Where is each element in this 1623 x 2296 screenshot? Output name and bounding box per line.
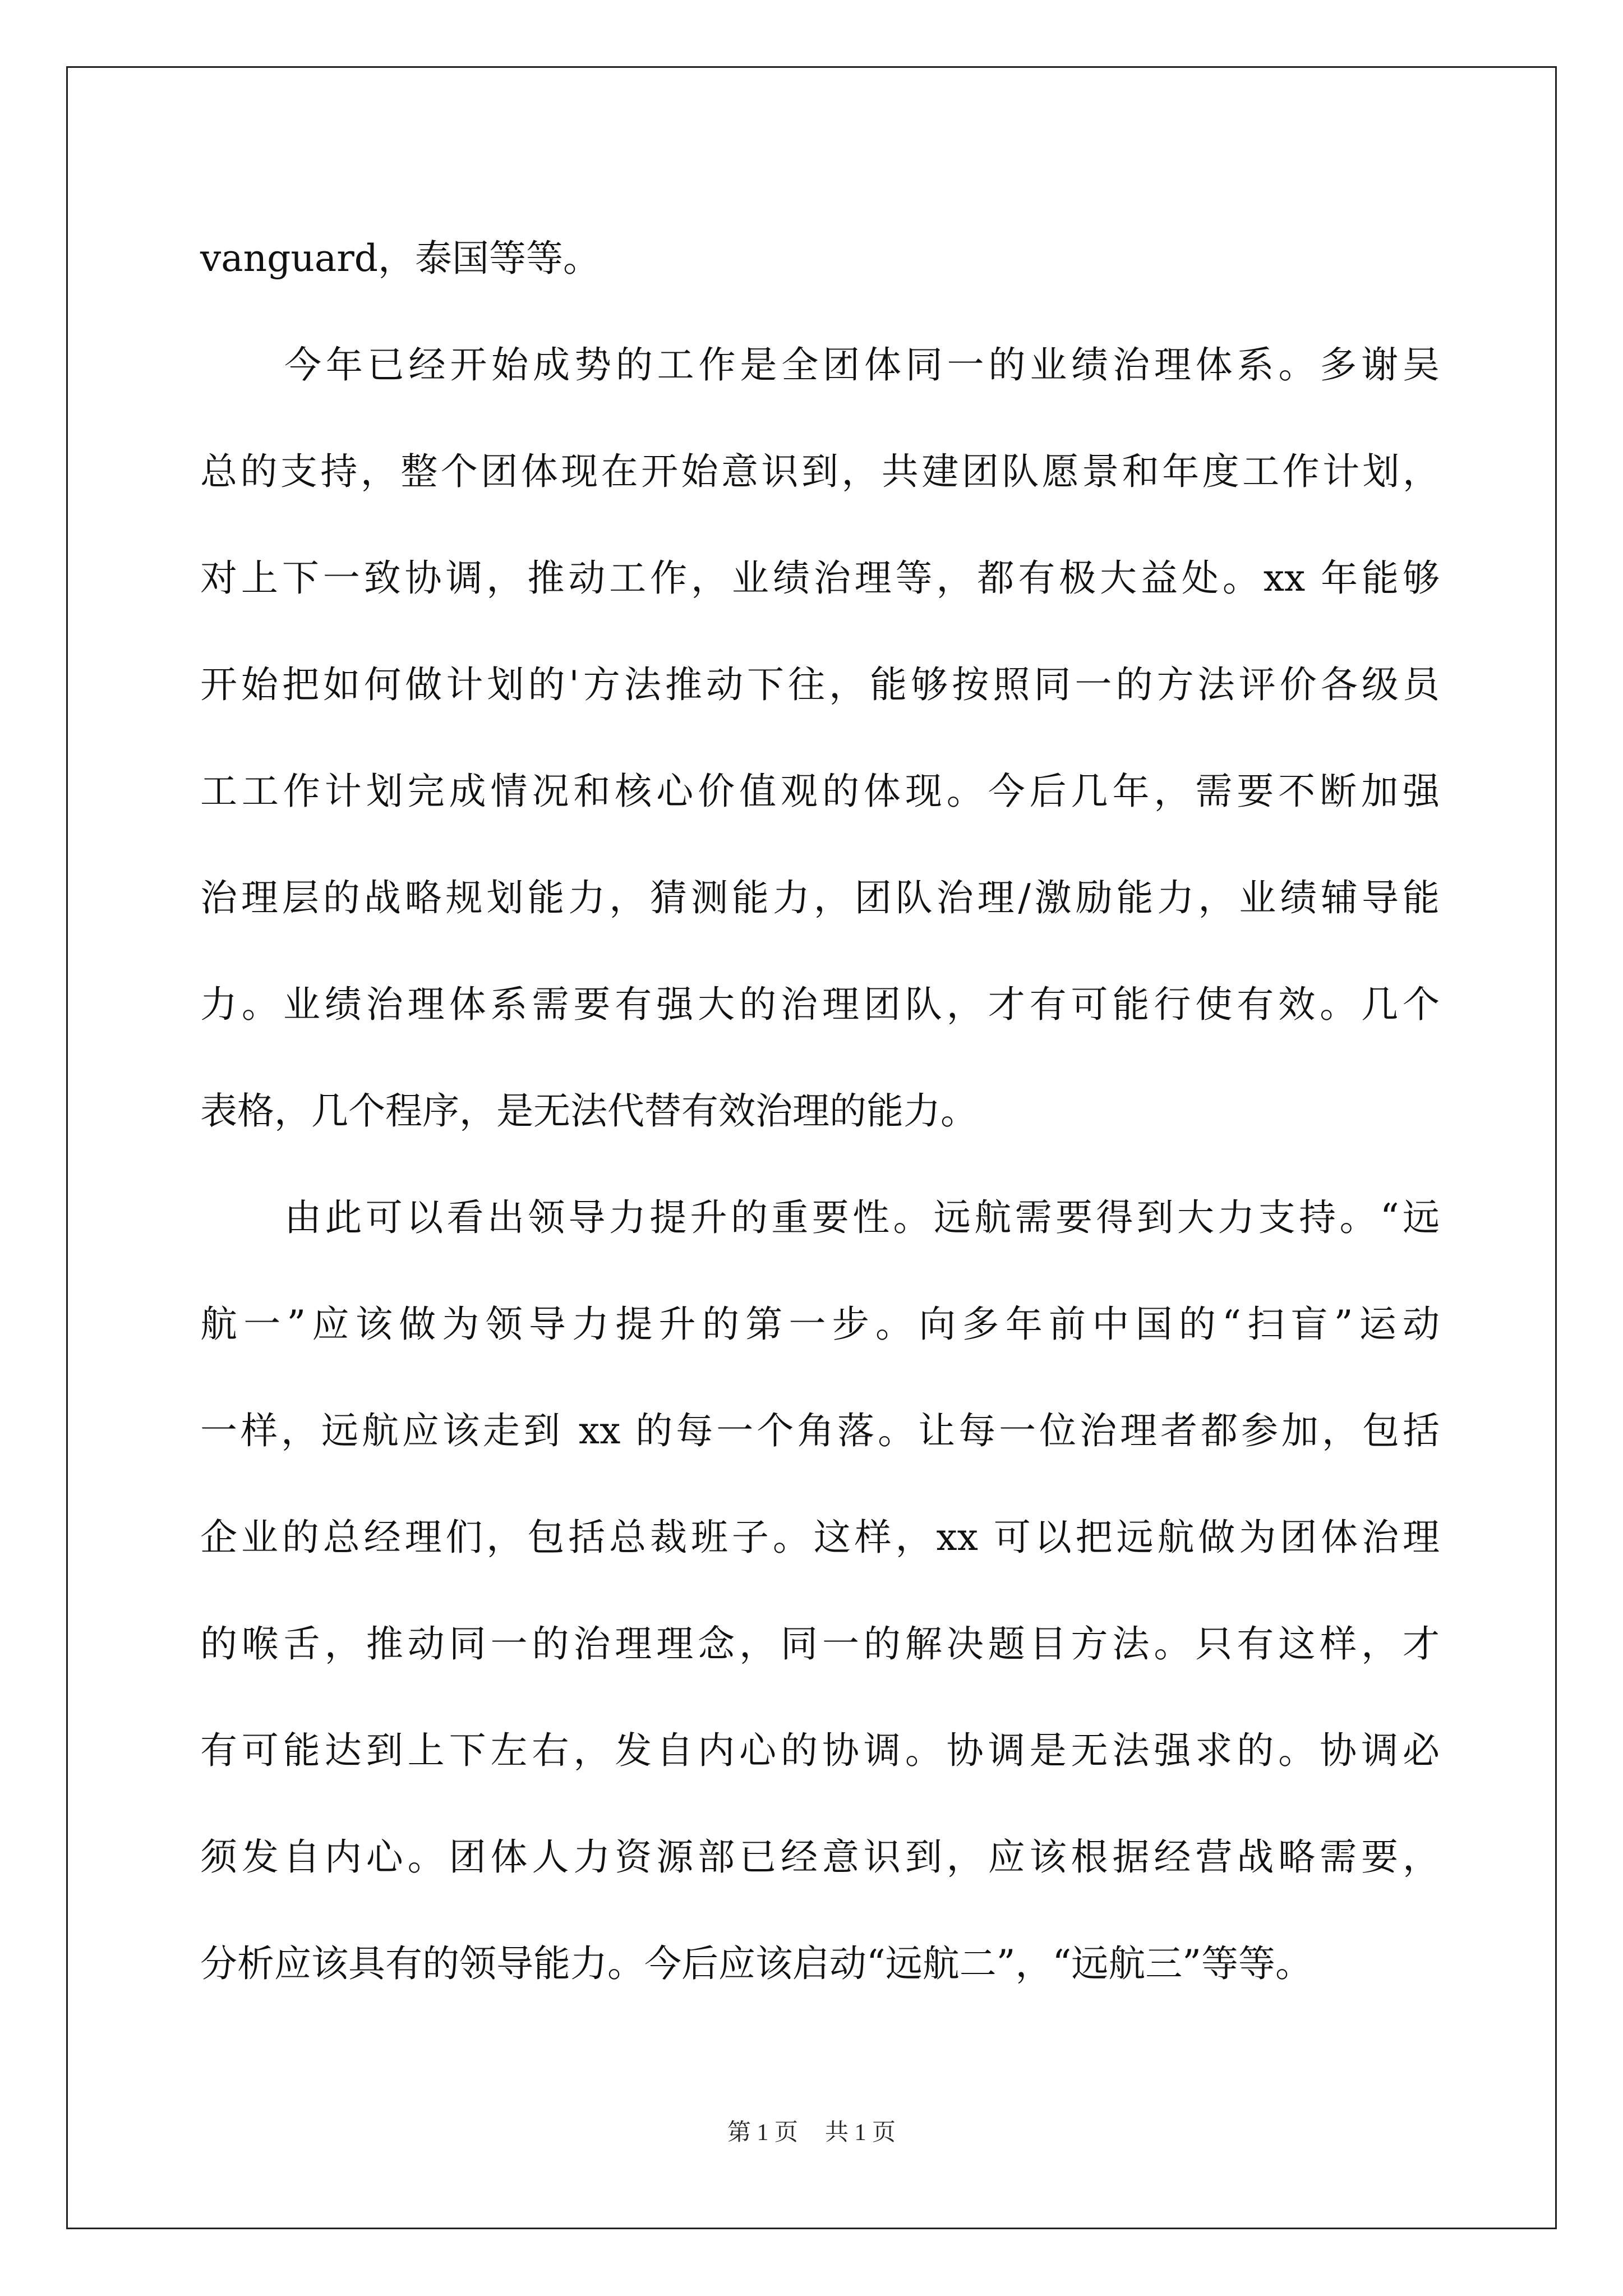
text-line: 航一”应该做为领导力提升的第一步。向多年前中国的“扫盲”运动 <box>200 1303 1440 1346</box>
page-number: 第 1 页 <box>727 2120 798 2146</box>
text-line: 力。业绩治理体系需要有强大的治理团队，才有可能行使有效。几个 <box>200 983 1440 1026</box>
text-line: 开始把如何做计划的'方法推动下往，能够按照同一的方法评价各级员 <box>200 663 1440 706</box>
text-line: 有可能达到上下左右，发自内心的协调。协调是无法强求的。协调必 <box>200 1729 1440 1772</box>
paragraph-first-line: 由此可以看出领导力提升的重要性。远航需要得到大力支持。“远 <box>284 1196 1440 1239</box>
text-line: 的喉舌，推动同一的治理理念，同一的解决题目方法。只有这样，才 <box>200 1622 1440 1665</box>
text-line: 治理层的战略规划能力，猜测能力，团队治理/激励能力，业绩辅导能 <box>200 876 1440 919</box>
document-body <box>200 205 1440 2017</box>
page-total: 共 1 页 <box>825 2120 896 2146</box>
text-line: vanguard，泰国等等。 <box>200 237 601 280</box>
text-line: 总的支持，整个团体现在开始意识到，共建团队愿景和年度工作计划， <box>200 450 1440 493</box>
text-line: 分析应该具有的领导能力。今后应该启动“远航二”，“远航三”等等。 <box>200 1942 1312 1985</box>
text-line: 对上下一致协调，推动工作，业绩治理等，都有极大益处。xx 年能够 <box>200 556 1440 600</box>
paragraph-first-line: 今年已经开始成势的工作是全团体同一的业绩治理体系。多谢吴 <box>284 343 1440 386</box>
text-line: 企业的总经理们，包括总裁班子。这样，xx 可以把远航做为团体治理 <box>200 1516 1440 1559</box>
text-line: 一样，远航应该走到 xx 的每一个角落。让每一位治理者都参加，包括 <box>200 1409 1440 1452</box>
text-line: 须发自内心。团体人力资源部已经意识到，应该根据经营战略需要， <box>200 1835 1440 1879</box>
text-line: 表格，几个程序，是无法代替有效治理的能力。 <box>200 1089 978 1133</box>
page-footer <box>0 2114 1623 2147</box>
text-line: 工工作计划完成情况和核心价值观的体现。今后几年，需要不断加强 <box>200 770 1440 813</box>
